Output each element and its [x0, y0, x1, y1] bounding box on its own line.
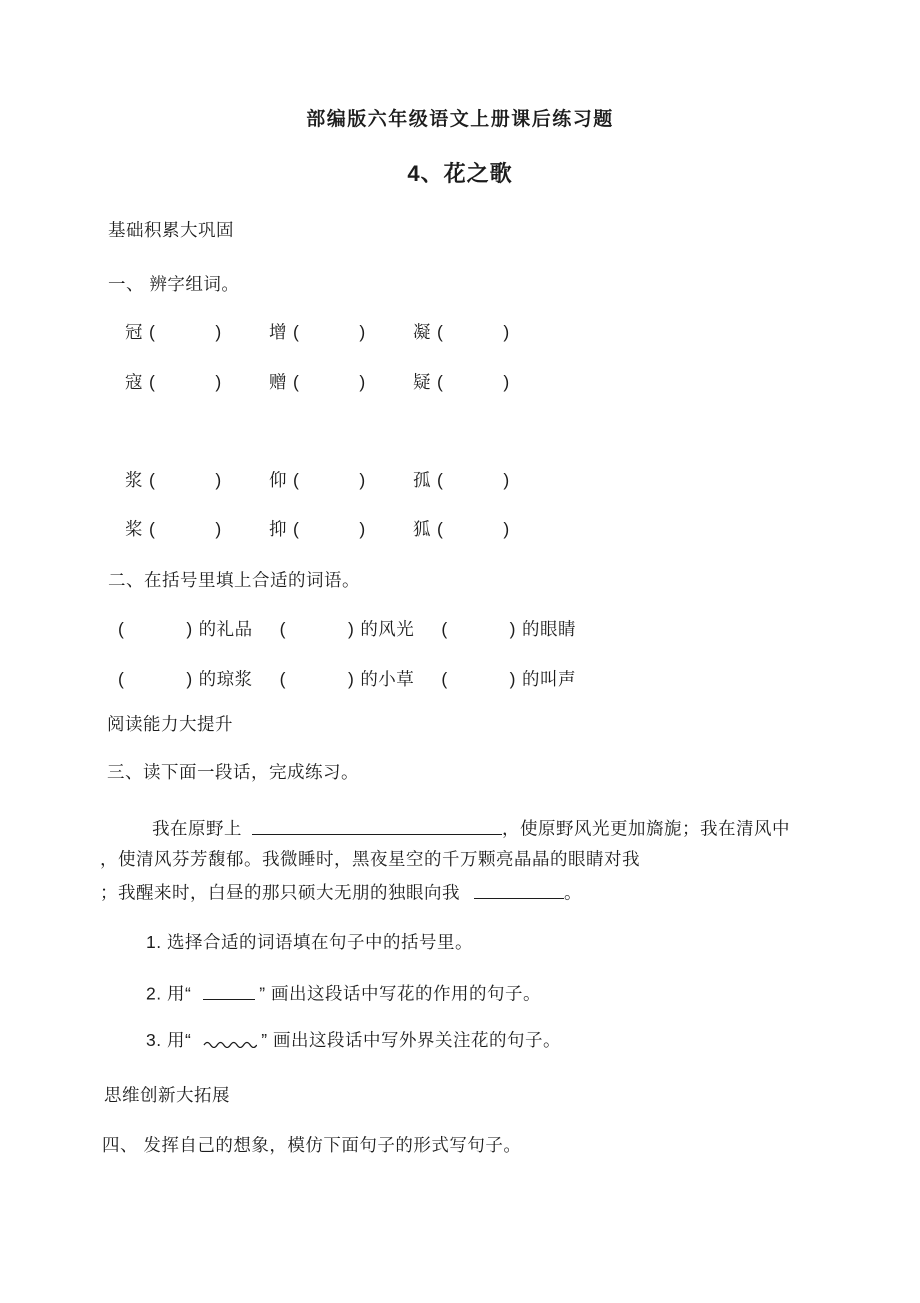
- char-cell: [125, 371, 269, 394]
- paren-close: ): [347, 669, 355, 689]
- char-cell: [413, 371, 557, 394]
- paren-close: ): [503, 519, 510, 539]
- passage-text: 。: [564, 882, 582, 903]
- paren-open: (: [437, 519, 444, 539]
- char-cell: [269, 321, 413, 344]
- paren-close: ): [509, 619, 516, 639]
- phrase-cell: [280, 618, 415, 641]
- paren-close: ): [509, 669, 516, 689]
- paren-open: (: [441, 619, 448, 639]
- paren-close: ): [503, 470, 510, 490]
- char-row: [125, 469, 557, 492]
- phrase-cell: [441, 618, 576, 641]
- paren-close: ): [359, 372, 366, 392]
- wavy-underline-blank: [203, 1039, 257, 1048]
- paren-close: ): [503, 372, 510, 392]
- paren-open: (: [149, 372, 156, 392]
- paren-open: (: [279, 669, 286, 689]
- section-header-basics: 基础积累大巩固: [108, 220, 234, 240]
- phrase-row: [118, 668, 603, 691]
- paren-close: ): [359, 519, 366, 539]
- paren-close: ): [215, 519, 222, 539]
- paren-close: ): [359, 322, 366, 342]
- phrase-row: [118, 618, 603, 641]
- lesson-title: 4、花之歌: [407, 161, 513, 186]
- char: 凝: [413, 322, 431, 342]
- document-title: 部编版六年级语文上册课后练习题: [306, 109, 614, 130]
- paren-open: (: [293, 372, 300, 392]
- phrase-label: 的琼浆: [198, 669, 253, 689]
- char-cell: [125, 469, 269, 492]
- paren-open: (: [293, 519, 300, 539]
- question-text: ” 画出这段话中写外界关注花的句子。: [261, 1030, 561, 1050]
- paren-open: (: [437, 372, 444, 392]
- char: 浆: [125, 470, 143, 490]
- char-cell: [125, 321, 269, 344]
- char: 仰: [269, 470, 287, 490]
- char: 冠: [125, 322, 143, 342]
- paren-open: (: [441, 669, 448, 689]
- paren-open: (: [293, 470, 300, 490]
- phrase-cell: [280, 668, 415, 691]
- passage-line: [100, 848, 640, 871]
- phrase-cell: [441, 668, 576, 691]
- char-row: [125, 321, 557, 344]
- phrase-cell: [118, 618, 253, 641]
- paren-open: (: [118, 619, 125, 639]
- exercise3-label: 三、读下面一段话，完成练习。: [107, 762, 359, 782]
- paren-open: (: [118, 669, 125, 689]
- char-cell: [269, 371, 413, 394]
- question-text: 3. 用“: [146, 1030, 192, 1050]
- question-1: 1. 选择合适的词语填在句子中的括号里。: [146, 932, 473, 952]
- char: 增: [269, 322, 287, 342]
- exercise2-label: 二、在括号里填上合适的词语。: [108, 570, 360, 590]
- question-text: 2. 用“: [146, 983, 192, 1004]
- char-row: [125, 371, 557, 394]
- phrase-label: 的眼睛: [521, 619, 576, 639]
- char-cell: [413, 518, 557, 541]
- section-header-creative: 思维创新大拓展: [104, 1085, 230, 1105]
- char: 狐: [413, 519, 431, 539]
- paren-close: ): [186, 669, 193, 689]
- passage-text: ；我醒来时，白昼的那只硕大无朋的独眼向我: [100, 882, 460, 903]
- passage-line: [152, 816, 790, 840]
- paren-open: (: [437, 470, 444, 490]
- char: 孤: [413, 470, 431, 490]
- char: 疑: [413, 372, 431, 392]
- char-cell: [413, 469, 557, 492]
- exercise4-label: 四、 发挥自己的想象，模仿下面句子的形式写句子。: [102, 1135, 522, 1155]
- paren-open: (: [149, 470, 156, 490]
- phrase-label: 的叫声: [521, 669, 576, 689]
- paren-open: (: [293, 322, 300, 342]
- phrase-cell: [118, 668, 253, 691]
- question-text: ” 画出这段话中写花的作用的句子。: [259, 983, 541, 1004]
- char: 赠: [269, 372, 287, 392]
- paren-open: (: [149, 519, 156, 539]
- fill-blank: [252, 816, 502, 835]
- phrase-label: 的礼品: [198, 619, 253, 639]
- char: 寇: [125, 372, 143, 392]
- passage-text: ，使清风芬芳馥郁。我微睡时，黑夜星空的千万颗亮晶晶的眼睛对我: [100, 849, 640, 869]
- paren-open: (: [279, 619, 286, 639]
- char-cell: [269, 469, 413, 492]
- paren-open: (: [437, 322, 444, 342]
- section-header-reading: 阅读能力大提升: [107, 714, 233, 734]
- passage-line: [100, 880, 582, 904]
- paren-open: (: [149, 322, 156, 342]
- fill-blank: [474, 880, 564, 899]
- char-cell: [413, 321, 557, 344]
- phrase-label: 的小草: [360, 669, 415, 689]
- question-3: [146, 1029, 561, 1052]
- paren-close: ): [215, 322, 222, 342]
- char-cell: [269, 518, 413, 541]
- paren-close: ): [503, 322, 510, 342]
- char-row: [125, 518, 557, 541]
- paren-close: ): [186, 619, 193, 639]
- exercise1-label: 一、 辨字组词。: [108, 274, 240, 294]
- paren-close: ): [215, 470, 222, 490]
- passage-text: 我在原野上: [152, 818, 242, 839]
- char: 桨: [125, 519, 143, 539]
- straight-underline-blank: [203, 981, 255, 1000]
- char-cell: [125, 518, 269, 541]
- paren-close: ): [215, 372, 222, 392]
- paren-close: ): [347, 619, 355, 639]
- paren-close: ): [359, 470, 366, 490]
- char: 抑: [269, 519, 287, 539]
- question-2: [146, 981, 541, 1005]
- passage-text: ，使原野风光更加旖旎；我在清风中: [502, 818, 790, 839]
- phrase-label: 的风光: [360, 619, 415, 639]
